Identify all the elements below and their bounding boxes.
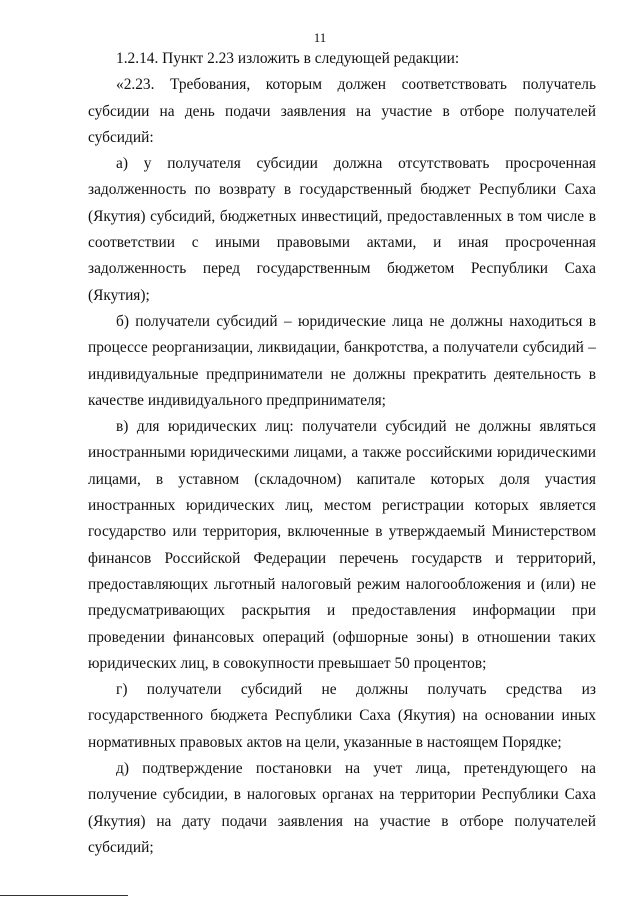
page-number: 11 [313, 30, 327, 45]
paragraph-item-a: а) у получателя субсидии должна отсутствовать просроченная задолженность по возврату в государственный бюджет Республики Саха (Якутия) субсидий, бюджетных инвестиций, предоставленных в том числе в соответствии с иными правовыми актами, и иная просроченная задолженность перед государственным бюджетом Республики Саха (Якутия); [88, 155, 596, 304]
document-body [88, 46, 596, 861]
paragraph-clause-2-23: «2.23. Требования, которым должен соответствовать получатель субсидии на день подачи заявления на участие в отборе получателей субсидий: [88, 76, 596, 146]
footer-divider [0, 895, 128, 896]
paragraph-amendment-1-2-14: 1.2.14. Пункт 2.23 изложить в следующей редакции: [116, 50, 460, 67]
paragraph-item-v: в) для юридических лиц: получатели субсидий не должны являться иностранными юридическими лицами, а также российскими юридическими лицами, в уставном (складочном) капитале которых доля участия иностранных юридических лиц, местом регистрации которых является государство или территория, включенные в утверждаемый Министерством финансов Российской Федерации перечень государств и территорий, предоставляющих льготный налоговый режим налогообложения и (или) не предусматривающих раскрытия и предоставления информации при проведении финансовых операций (офшорные зоны) в отношении таких юридических лиц, в совокупности превышает 50 процентов; [88, 418, 596, 672]
paragraph-item-b: б) получатели субсидий – юридические лица не должны находиться в процессе реорганизации, ликвидации, банкротства, а получатели субсидий – индивидуальные предприниматели не должны прекратить деятельность в качестве индивидуального предпринимателя; [88, 312, 596, 409]
paragraph-item-d: д) подтверждение постановки на учет лица, претендующего на получение субсидии, в налоговых органах на территории Республики Саха (Якутия) на дату подачи заявления на участие в отборе получателей субсидий; [88, 760, 596, 856]
paragraph-item-g: г) получатели субсидий не должны получать средства из государственного бюджета Республики Саха (Якутия) на основании иных нормативных правовых актов на цели, указанные в настоящем Порядке; [88, 681, 596, 751]
